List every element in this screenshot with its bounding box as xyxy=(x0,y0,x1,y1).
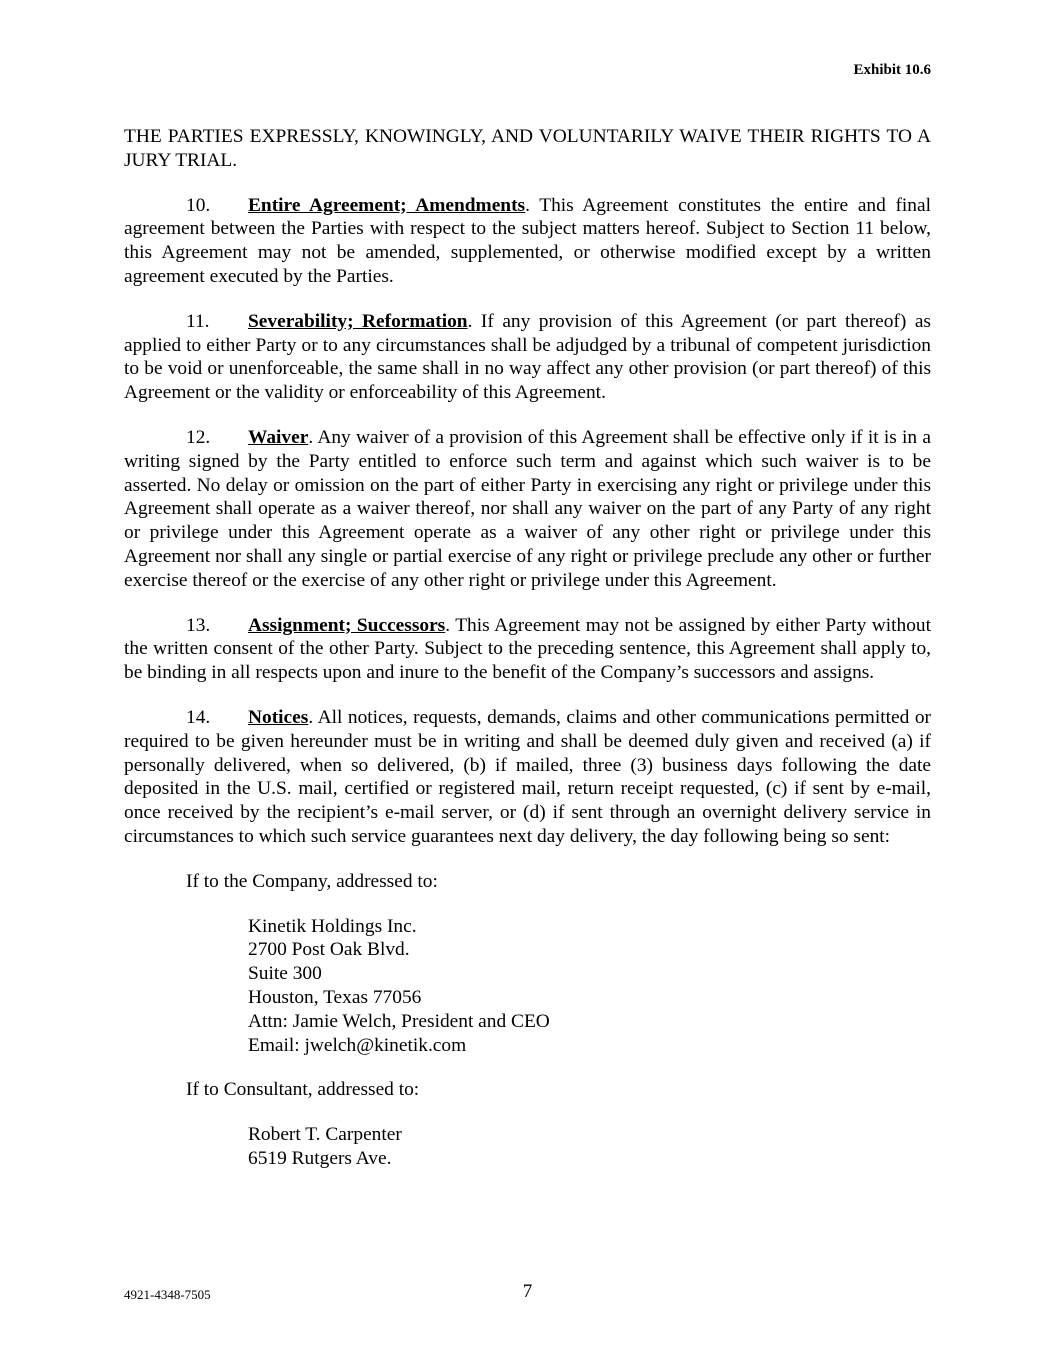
section-text: . All notices, requests, demands, claims and other communications permitted or required to be given hereunder must be in writing and shall be deemed duly given and received (a) if personally delivered, when so delivered, (b) if mailed, three (3) business days following the date deposited in the U.S. mail, certified or registered mail, return receipt requested, (c) if sent by e-mail, once received by the recipient’s e-mail server, or (d) if sent through an overnight delivery service in circumstances to which such service guarantees next day delivery, the day following being so sent: xyxy=(124,706,931,847)
section-heading: Severability; Reformation xyxy=(248,310,468,332)
section-text: . If any provision of this Agreement (or part thereof) as applied to either Party or to any circumstances shall be adjudged by a tribunal of competent jurisdiction to be void or unenforceable, the same shall in no way affect any other provision (or part thereof) of this Agreement or the validity or enforceability of this Agreement. xyxy=(124,310,931,404)
address-line: Houston, Texas 77056 xyxy=(248,986,422,1008)
jury-waiver-text: THE PARTIES EXPRESSLY, KNOWINGLY, AND VOLUNTARILY WAIVE THEIR RIGHTS TO A JURY TRIAL. xyxy=(124,126,931,171)
section-10 xyxy=(124,194,931,289)
page-number: 7 xyxy=(522,1281,533,1302)
section-heading: Entire Agreement; Amendments xyxy=(248,194,526,216)
consultant-address xyxy=(124,1123,931,1171)
address-line: Robert T. Carpenter xyxy=(248,1124,402,1146)
section-text: . This Agreement may not be assigned by either Party without the written consent of the other Party. Subject to the preceding sentence, this Agreement shall apply to, be binding in all respects upon and inure to the benefit of the Company’s successors and assigns. xyxy=(124,614,931,684)
address-line: 6519 Rutgers Ave. xyxy=(248,1147,392,1169)
section-12 xyxy=(124,426,931,593)
section-heading: Notices xyxy=(248,706,309,728)
section-heading: Assignment; Successors xyxy=(248,614,446,636)
section-number: 10. xyxy=(186,194,211,216)
section-heading: Waiver xyxy=(248,426,309,448)
address-line: 2700 Post Oak Blvd. xyxy=(248,939,410,961)
company-notice-intro: If to the Company, addressed to: xyxy=(186,870,438,892)
section-number: 14. xyxy=(186,706,211,728)
address-line: Attn: Jamie Welch, President and CEO xyxy=(248,1010,550,1032)
section-number: 13. xyxy=(186,614,211,636)
section-number: 11. xyxy=(186,310,210,332)
consultant-notice-intro: If to Consultant, addressed to: xyxy=(186,1079,420,1101)
section-text: . This Agreement constitutes the entire and final agreement between the Parties with respect to the subject matters hereof. Subject to Section 11 below, this Agreement may not be amended, supplemented, or otherwise modified except by a written agreement executed by the Parties. xyxy=(124,194,931,287)
address-line: Email: jwelch@kinetik.com xyxy=(248,1034,467,1056)
exhibit-label: Exhibit 10.6 xyxy=(853,62,931,78)
section-11 xyxy=(124,310,931,405)
section-13 xyxy=(124,614,931,685)
section-14 xyxy=(124,706,931,849)
address-line: Kinetik Holdings Inc. xyxy=(248,915,417,937)
section-number: 12. xyxy=(186,426,211,448)
address-line: Suite 300 xyxy=(248,963,322,985)
document-body xyxy=(124,125,931,1192)
section-text: . Any waiver of a provision of this Agreement shall be effective only if it is in a writing signed by the Party entitled to enforce such term and against which such waiver is to be asserted. No delay or omission on the part of either Party in exercising any right or privilege under this Agreement shall operate as a waiver thereof, nor shall any waiver on the part of any Party of any right or privilege under this Agreement operate as a waiver of any other right or privilege under this Agreement nor shall any single or partial exercise of any right or privilege preclude any other or further exercise thereof or the exercise of any other right or privilege under this Agreement. xyxy=(124,426,931,591)
company-address xyxy=(124,915,931,1058)
document-id: 4921-4348-7505 xyxy=(124,1287,211,1302)
